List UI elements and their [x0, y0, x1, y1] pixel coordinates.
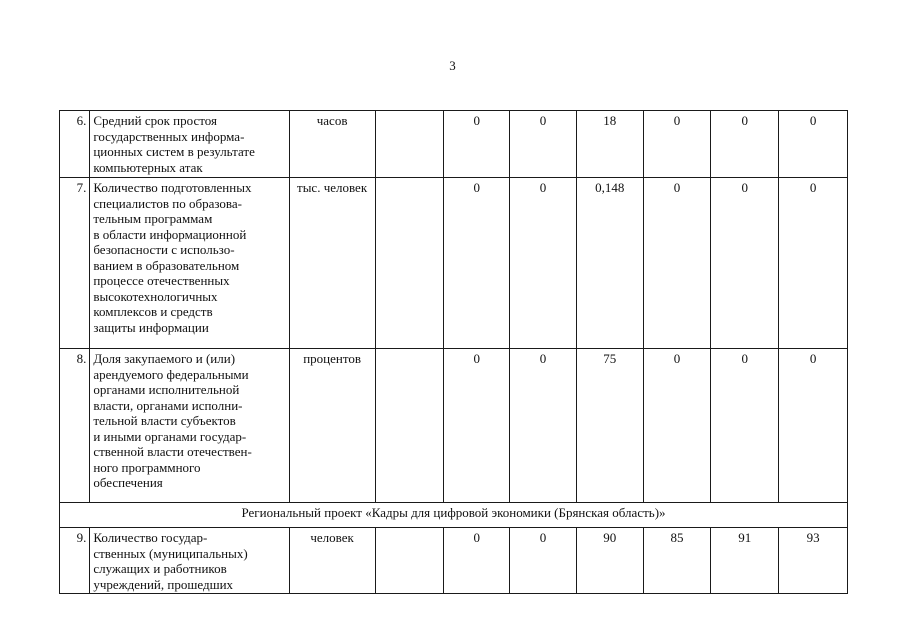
value-cell: 91: [711, 528, 779, 594]
indicators-table: [59, 110, 848, 594]
row-number: 8.: [60, 349, 90, 503]
value-cell: 0: [779, 111, 848, 178]
value-cell: 0: [510, 111, 577, 178]
indicator-name: [90, 349, 289, 503]
value-cell: 0: [643, 349, 711, 503]
table-row: [60, 349, 848, 503]
value-cell: 0: [711, 111, 779, 178]
value-cell: 18: [576, 111, 643, 178]
indicator-name-line: учреждений, прошедших: [93, 576, 234, 592]
page-number: 3: [449, 58, 456, 73]
value-cell: 0: [444, 111, 510, 178]
value-cell: 0,148: [576, 178, 643, 349]
indicator-name-line: в области информационной: [93, 226, 247, 242]
value-cell: 0: [510, 178, 577, 349]
value-cell: 0: [643, 111, 711, 178]
indicator-name-line: власти, органами исполни-: [93, 397, 243, 413]
indicator-name-line: комплексов и средств: [93, 304, 213, 319]
indicator-name-line: ственных (муниципальных): [93, 545, 248, 561]
unit-cell: процентов: [289, 349, 375, 503]
value-cell: 85: [643, 528, 711, 594]
indicator-name-line: Доля закупаемого и (или): [93, 351, 236, 366]
value-cell: 0: [711, 178, 779, 349]
indicator-name-line: ванием в образовательном: [93, 257, 240, 273]
base-value-cell: [375, 528, 444, 594]
table-row: [60, 111, 848, 178]
indicator-name-line: арендуемого федеральными: [93, 366, 249, 382]
indicator-name-line: и иными органами государ-: [93, 428, 247, 444]
value-cell: 0: [643, 178, 711, 349]
base-value-cell: [375, 349, 444, 503]
value-cell: 0: [444, 349, 510, 503]
indicator-name: [90, 528, 289, 594]
value-cell: 0: [510, 349, 577, 503]
indicator-name: [90, 178, 289, 349]
base-value-cell: [375, 111, 444, 178]
table-row: [60, 528, 848, 594]
indicator-name-line: тельным программам: [93, 211, 213, 226]
indicator-name-line: процессе отечественных: [93, 273, 230, 288]
section-row: [60, 503, 848, 528]
indicator-name-line: государственных информа-: [93, 128, 245, 144]
indicator-name-line: защиты информации: [93, 319, 209, 335]
indicator-name-line: специалистов по образова-: [93, 195, 242, 211]
row-number: 7.: [60, 178, 90, 349]
indicator-name-line: ного программного: [93, 459, 201, 475]
row-number: 9.: [60, 528, 90, 594]
value-cell: 0: [779, 349, 848, 503]
value-cell: 75: [576, 349, 643, 503]
value-cell: 0: [444, 178, 510, 349]
indicator-name-line: Количество подготовленных: [93, 180, 252, 195]
section-title: Региональный проект «Кадры для цифровой экономики (Брянская область)»: [60, 503, 848, 528]
indicator-name-line: тельной власти субъектов: [93, 413, 236, 428]
value-cell: 90: [576, 528, 643, 594]
indicator-name-line: ционных систем в результате: [93, 144, 255, 159]
unit-cell: часов: [289, 111, 375, 178]
indicator-name-line: Количество государ-: [93, 530, 208, 545]
value-cell: 0: [444, 528, 510, 594]
indicator-name-line: органами исполнительной: [93, 382, 240, 397]
value-cell: 0: [779, 178, 848, 349]
indicator-name-line: обеспечения: [93, 475, 163, 490]
base-value-cell: [375, 178, 444, 349]
indicator-name-line: Средний срок простоя: [93, 113, 217, 128]
table-row: [60, 178, 848, 349]
row-number: 6.: [60, 111, 90, 178]
indicator-name-line: служащих и работников: [93, 561, 227, 576]
value-cell: 0: [711, 349, 779, 503]
indicator-name-line: компьютерных атак: [93, 159, 203, 175]
unit-cell: человек: [289, 528, 375, 594]
value-cell: 93: [779, 528, 848, 594]
indicator-name-line: безопасности с использо-: [93, 242, 235, 257]
indicator-name-line: ственной власти отечествен-: [93, 444, 252, 459]
indicator-name-line: высокотехнологичных: [93, 288, 218, 304]
value-cell: 0: [510, 528, 577, 594]
unit-cell: тыс. человек: [289, 178, 375, 349]
indicator-name: [90, 111, 289, 178]
